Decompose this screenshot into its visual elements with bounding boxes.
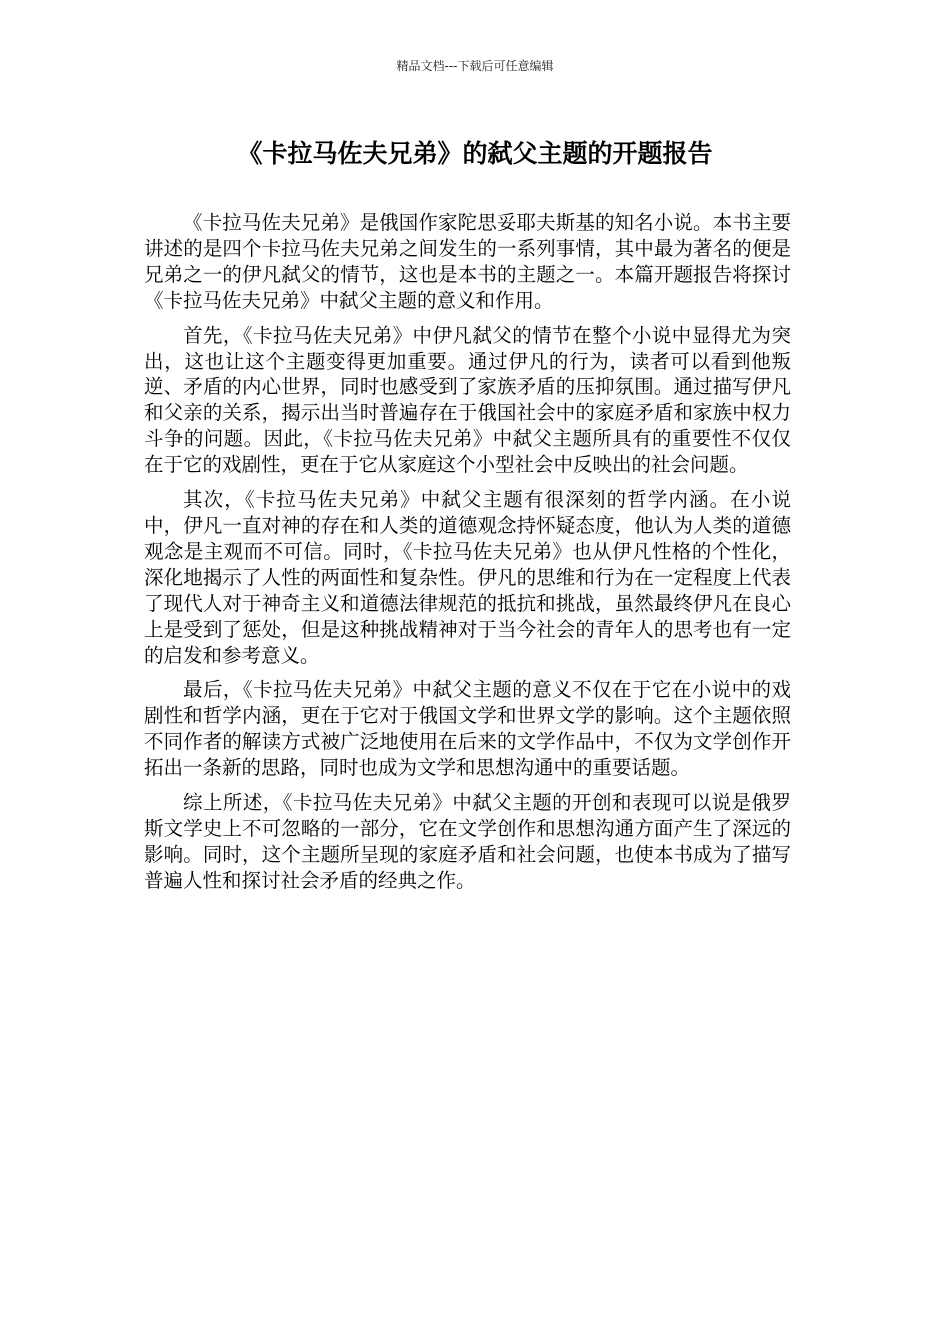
document-body — [144, 210, 791, 903]
paragraph-third-point: 最后，《卡拉马佐夫兄弟》中弑父主题的意义不仅在于它在小说中的戏剧性和哲学内涵，更在于它对于俄国文学和世界文学的影响。这个主题依照不同作者的解读方式被广泛地使用在后来的文学作品中，不仅为文学创作开拓出一条新的思路，同时也成为文学和思想沟通中的重要话题。 — [144, 678, 791, 780]
header-note: 精品文档---下载后可任意编辑 — [396, 59, 554, 73]
paragraph-intro: 《卡拉马佐夫兄弟》是俄国作家陀思妥耶夫斯基的知名小说。本书主要讲述的是四个卡拉马佐夫兄弟之间发生的一系列事情，其中最为著名的便是兄弟之一的伊凡弑父的情节，这也是本书的主题之一。本篇开题报告将探讨《卡拉马佐夫兄弟》中弑父主题的意义和作用。 — [144, 211, 791, 312]
document-title: 《卡拉马佐夫兄弟》的弑父主题的开题报告 — [237, 139, 713, 168]
paragraph-conclusion: 综上所述，《卡拉马佐夫兄弟》中弑父主题的开创和表现可以说是俄罗斯文学史上不可忽略的一部分，它在文学创作和思想沟通方面产生了深远的影响。同时，这个主题所呈现的家庭矛盾和社会问题，也使本书成为了描写普遍人性和探讨社会矛盾的经典之作。 — [144, 791, 791, 892]
paragraph-second-point: 其次，《卡拉马佐夫兄弟》中弑父主题有很深刻的哲学内涵。在小说中，伊凡一直对神的存在和人类的道德观念持怀疑态度，他认为人类的道德观念是主观而不可信。同时，《卡拉马佐夫兄弟》也从伊凡性格的个性化，深化地揭示了人性的两面性和复杂性。伊凡的思维和行为在一定程度上代表了现代人对于神奇主义和道德法律规范的抵抗和挑战，虽然最终伊凡在良心上是受到了惩处，但是这种挑战精神对于当今社会的青年人的思考也有一定的启发和参考意义。 — [144, 488, 791, 667]
paragraph-first-point: 首先，《卡拉马佐夫兄弟》中伊凡弑父的情节在整个小说中显得尤为突出，这也让这个主题变得更加重要。通过伊凡的行为，读者可以看到他叛逆、矛盾的内心世界，同时也感受到了家族矛盾的压抑氛围。通过描写伊凡和父亲的关系，揭示出当时普遍存在于俄国社会中的家庭矛盾和家族中权力斗争的问题。因此，《卡拉马佐夫兄弟》中弑父主题所具有的重要性不仅仅在于它的戏剧性，更在于它从家庭这个小型社会中反映出的社会问题。 — [144, 323, 791, 477]
